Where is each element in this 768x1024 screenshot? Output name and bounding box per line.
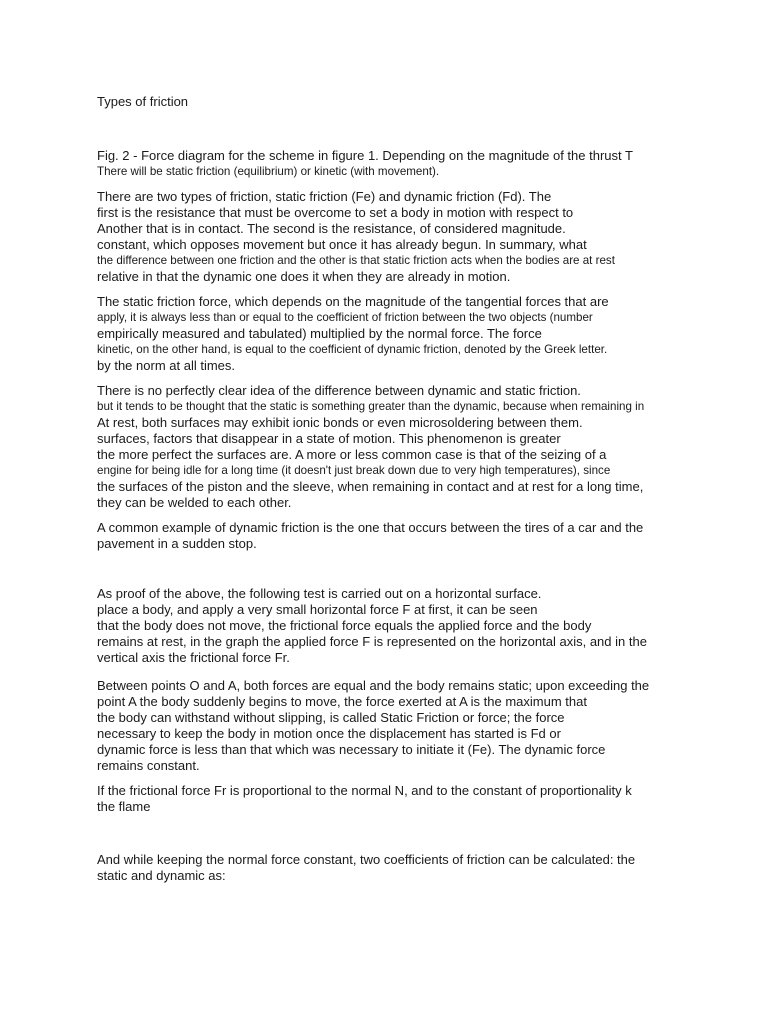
paragraph-line: And while keeping the normal force constant, two coefficients of friction can be calculated: the	[97, 852, 636, 867]
paragraph-line: the more perfect the surfaces are. A more or less common case is that of the seizing of a	[97, 447, 607, 462]
paragraph-line: engine for being idle for a long time (it doesn't just break down due to very high temperatures), since	[97, 464, 611, 477]
page-title: Types of friction	[97, 94, 189, 109]
paragraph-line: Between points O and A, both forces are equal and the body remains static; upon exceeding the	[97, 678, 650, 693]
paragraph-line: vertical axis the frictional force Fr.	[97, 650, 290, 665]
figure-caption	[97, 148, 657, 180]
paragraph-line: point A the body suddenly begins to move, the force exerted at A is the maximum that	[97, 694, 587, 709]
paragraph-line: remains constant.	[97, 758, 200, 773]
paragraph-line: A common example of dynamic friction is the one that occurs between the tires of a car and the	[97, 520, 644, 535]
paragraph-line: necessary to keep the body in motion once the displacement has started is Fd or	[97, 726, 561, 741]
caption-line: There will be static friction (equilibrium) or kinetic (with movement).	[97, 165, 440, 178]
paragraph-common-example	[97, 520, 657, 552]
paragraph-difference	[97, 383, 657, 511]
paragraph-line: kinetic, on the other hand, is equal to the coefficient of dynamic friction, denoted by the Greek letter.	[97, 343, 608, 356]
paragraph-line: relative in that the dynamic one does it when they are already in motion.	[97, 269, 511, 284]
paragraph-line: static and dynamic as:	[97, 868, 226, 883]
caption-line: Fig. 2 - Force diagram for the scheme in figure 1. Depending on the magnitude of the thrust T	[97, 148, 633, 163]
paragraph-line: the body can withstand without slipping, is called Static Friction or force; the force	[97, 710, 565, 725]
paragraph-line: There are two types of friction, static friction (Fe) and dynamic friction (Fd). The	[97, 189, 552, 204]
paragraph-line: constant, which opposes movement but once it has already begun. In summary, what	[97, 237, 587, 252]
paragraph-line: If the frictional force Fr is proportional to the normal N, and to the constant of proportionality k	[97, 783, 632, 798]
paragraph-line: remains at rest, in the graph the applied force F is represented on the horizontal axis, and in the	[97, 634, 647, 649]
paragraph-coefficients	[97, 852, 657, 884]
paragraph-line: the surfaces of the piston and the sleeve, when remaining in contact and at rest for a long time,	[97, 479, 644, 494]
paragraph-line: but it tends to be thought that the static is something greater than the dynamic, because when remaining in	[97, 400, 645, 413]
paragraph-line: place a body, and apply a very small horizontal force F at first, it can be seen	[97, 602, 538, 617]
paragraph-line: the flame	[97, 799, 151, 814]
paragraph-line: that the body does not move, the frictional force equals the applied force and the body	[97, 618, 592, 633]
paragraph-line: dynamic force is less than that which was necessary to initiate it (Fe). The dynamic force	[97, 742, 606, 757]
paragraph-line: they can be welded to each other.	[97, 495, 292, 510]
paragraph-line: empirically measured and tabulated) multiplied by the normal force. The force	[97, 326, 542, 341]
paragraph-line: the difference between one friction and the other is that static friction acts when the bodies are at rest	[97, 254, 615, 267]
paragraph-line: by the norm at all times.	[97, 358, 235, 373]
paragraph-line: At rest, both surfaces may exhibit ionic bonds or even microsoldering between them.	[97, 415, 583, 430]
paragraph-points-o-and-a	[97, 678, 657, 774]
paragraph-line: pavement in a sudden stop.	[97, 536, 257, 551]
paragraph-proportional	[97, 783, 657, 815]
paragraph-line: surfaces, factors that disappear in a state of motion. This phenomenon is greater	[97, 431, 561, 446]
paragraph-line: There is no perfectly clear idea of the difference between dynamic and static friction.	[97, 383, 581, 398]
paragraph-line: apply, it is always less than or equal to the coefficient of friction between the two objects (number	[97, 311, 593, 324]
paragraph-line: As proof of the above, the following test is carried out on a horizontal surface.	[97, 586, 542, 601]
paragraph-static-friction-force	[97, 294, 657, 374]
paragraph-line: Another that is in contact. The second is the resistance, of considered magnitude.	[97, 221, 566, 236]
paragraph-types-of-friction	[97, 189, 657, 285]
paragraph-test	[97, 586, 657, 666]
paragraph-line: first is the resistance that must be overcome to set a body in motion with respect to	[97, 205, 574, 220]
paragraph-line: The static friction force, which depends on the magnitude of the tangential forces that are	[97, 294, 609, 309]
